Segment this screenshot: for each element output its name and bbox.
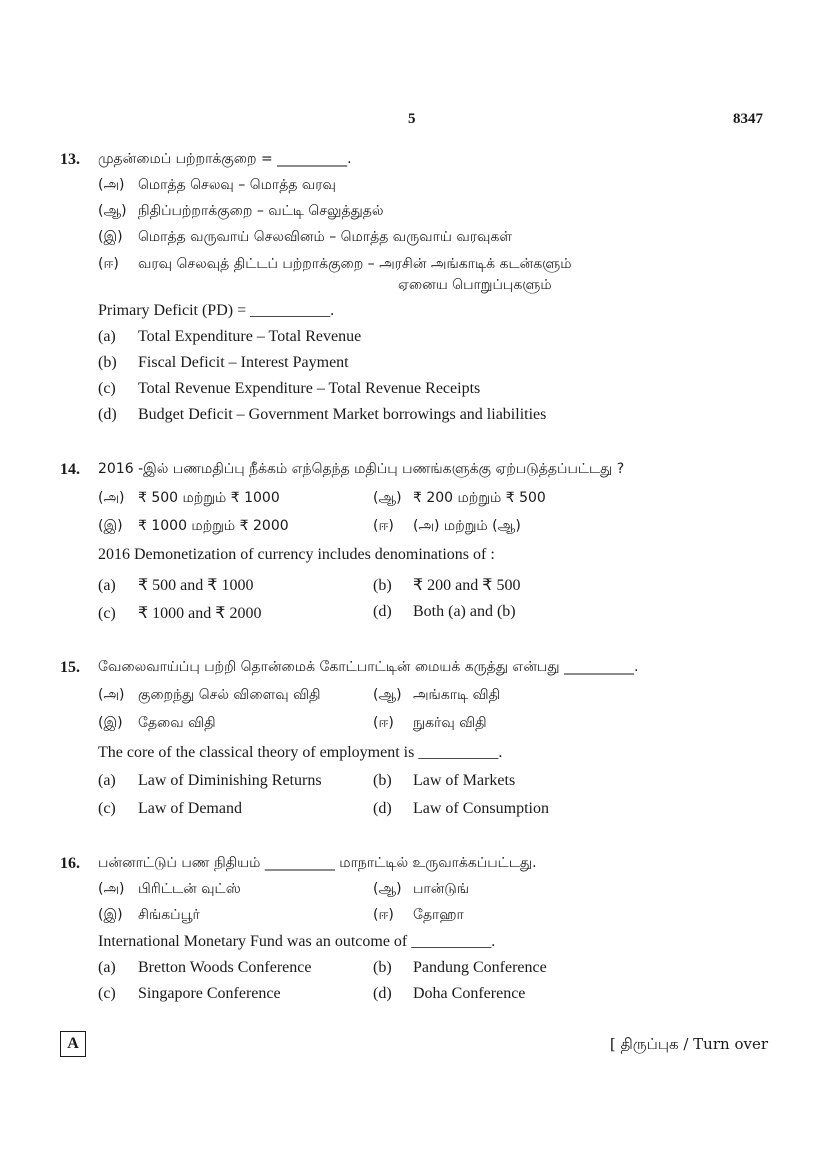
series-box: A	[60, 1031, 86, 1057]
option-tamil	[373, 881, 469, 899]
option-text: Fiscal Deficit – Interest Payment	[138, 354, 349, 371]
option-text: Both (a) and (b)	[413, 603, 516, 620]
question-number: 14.	[60, 461, 80, 478]
option-english	[98, 406, 546, 424]
option-mark: (a)	[98, 577, 116, 594]
option-mark: (d)	[373, 985, 392, 1002]
option-english	[373, 772, 515, 790]
option-mark: (இ)	[98, 907, 123, 923]
question-text-tamil: முதன்மைப் பற்றாக்குறை = __________.	[98, 151, 352, 167]
option-english	[373, 603, 516, 621]
option-mark: (c)	[98, 985, 116, 1002]
option-mark: (b)	[373, 772, 392, 789]
option-text: (அ) மற்றும் (ஆ)	[413, 518, 521, 534]
option-tamil	[98, 177, 336, 195]
option-text: Pandung Conference	[413, 959, 547, 976]
option-text: ₹ 200 மற்றும் ₹ 500	[413, 490, 546, 506]
option-english	[98, 328, 361, 346]
option-english	[373, 575, 520, 595]
option-text: குறைந்து செல் விளைவு விதி	[138, 687, 321, 703]
option-tamil	[98, 907, 200, 925]
question-text-english: Primary Deficit (PD) = __________.	[98, 302, 335, 319]
option-mark: (ஆ)	[98, 203, 127, 219]
option-text: Budget Deficit – Government Market borrowings and liabilities	[138, 406, 547, 423]
option-tamil	[373, 490, 546, 508]
option-text: ₹ 1000 மற்றும் ₹ 2000	[138, 518, 289, 534]
option-tamil	[98, 256, 572, 274]
option-mark: (ஆ)	[373, 490, 402, 506]
option-tamil	[373, 907, 464, 925]
option-mark: (அ)	[98, 490, 125, 506]
option-text: மொத்த செலவு – மொத்த வரவு	[138, 177, 336, 193]
option-text: மொத்த வருவாய் செலவினம் – மொத்த வருவாய் வரவுகள்	[138, 229, 512, 245]
page-number: 5	[408, 111, 416, 127]
option-text: தோஹா	[413, 907, 464, 923]
question-number: 15.	[60, 659, 80, 676]
option-tamil	[98, 715, 216, 733]
option-english	[98, 985, 281, 1003]
question-paper-code: 8347	[733, 111, 763, 127]
option-text: பான்டுங்	[413, 881, 470, 897]
option-tamil	[373, 715, 487, 733]
option-text: நுகர்வு விதி	[413, 715, 487, 731]
option-mark: (d)	[373, 603, 392, 620]
option-tamil	[373, 518, 521, 536]
option-text: Singapore Conference	[138, 985, 281, 1002]
question-text-tamil: வேலைவாய்ப்பு பற்றி தொன்மைக் கோட்பாட்டின் மையக் கருத்து என்பது __________.	[98, 659, 639, 675]
turn-over-note: [ திருப்புக / Turn over	[609, 1035, 768, 1053]
option-mark: (ஆ)	[373, 881, 402, 897]
option-text: அங்காடி விதி	[413, 687, 501, 703]
option-text: Doha Conference	[413, 985, 526, 1002]
question-text-tamil: பன்னாட்டுப் பண நிதியம் __________ மாநாட்டில் உருவாக்கப்பட்டது.	[98, 855, 537, 871]
option-english	[98, 800, 242, 818]
option-text: Bretton Woods Conference	[138, 959, 312, 976]
option-mark: (ஈ)	[373, 907, 394, 923]
option-mark: (a)	[98, 959, 116, 976]
option-text: ₹ 500 மற்றும் ₹ 1000	[138, 490, 280, 506]
option-text: ₹ 1000 and ₹ 2000	[138, 605, 262, 622]
option-text: Law of Consumption	[413, 800, 549, 817]
option-english	[98, 772, 322, 790]
option-mark: (ஈ)	[373, 715, 394, 731]
option-tamil	[98, 687, 321, 705]
question-number: 16.	[60, 855, 80, 872]
option-tamil	[98, 881, 241, 899]
option-mark: (b)	[98, 354, 117, 371]
option-mark: (ஈ)	[373, 518, 394, 534]
option-english	[373, 800, 549, 818]
option-text: Law of Diminishing Returns	[138, 772, 322, 789]
question-text-english: International Monetary Fund was an outcome of __________.	[98, 933, 496, 950]
option-mark: (d)	[373, 800, 392, 817]
option-mark: (b)	[373, 959, 392, 976]
option-mark: (ஆ)	[373, 687, 402, 703]
option-text: பிரிட்டன் வுட்ஸ்	[138, 881, 241, 897]
option-mark: (இ)	[98, 518, 123, 534]
option-english	[98, 959, 311, 977]
question-text-tamil: 2016 -இல் பணமதிப்பு நீக்கம் எந்தெந்த மதிப்பு பணங்களுக்கு ஏற்படுத்தப்பட்டது ?	[98, 461, 625, 477]
option-mark: (அ)	[98, 687, 125, 703]
option-mark: (d)	[98, 406, 117, 423]
question-number: 13.	[60, 151, 80, 168]
option-text: நிதிப்பற்றாக்குறை – வட்டி செலுத்துதல்	[138, 203, 384, 219]
option-tamil	[98, 229, 512, 247]
option-text: ₹ 500 and ₹ 1000	[138, 577, 254, 594]
option-english	[98, 354, 349, 372]
question-text-english: The core of the classical theory of employment is __________.	[98, 744, 503, 761]
option-mark: (அ)	[98, 881, 125, 897]
option-text: தேவை விதி	[138, 715, 216, 731]
option-mark: (a)	[98, 328, 116, 345]
option-mark: (அ)	[98, 177, 125, 193]
option-text: Total Expenditure – Total Revenue	[138, 328, 362, 345]
option-tamil	[98, 203, 383, 221]
option-text: வரவு செலவுத் திட்டப் பற்றாக்குறை – அரசின் அங்காடிக் கடன்களும்	[138, 256, 572, 272]
option-english	[98, 575, 253, 595]
option-text: Law of Demand	[138, 800, 242, 817]
option-mark: (இ)	[98, 715, 123, 731]
option-mark: (இ)	[98, 229, 123, 245]
option-english	[98, 603, 261, 623]
option-mark: (c)	[98, 605, 116, 622]
option-text: சிங்கப்பூர்	[138, 907, 200, 923]
option-mark: (c)	[98, 380, 116, 397]
option-english	[98, 380, 480, 398]
option-tamil-continuation: ஏனைய பொறுப்புகளும்	[398, 277, 552, 293]
option-text: Total Revenue Expenditure – Total Revenue Receipts	[138, 380, 481, 397]
option-text: ₹ 200 and ₹ 500	[413, 577, 521, 594]
question-text-english: 2016 Demonetization of currency includes denominations of :	[98, 546, 495, 563]
option-tamil	[98, 518, 289, 536]
option-mark: (a)	[98, 772, 116, 789]
option-tamil	[98, 490, 280, 508]
option-english	[373, 959, 547, 977]
option-tamil	[373, 687, 500, 705]
option-text: Law of Markets	[413, 772, 516, 789]
option-mark: (ஈ)	[98, 256, 119, 272]
option-english	[373, 985, 525, 1003]
option-mark: (c)	[98, 800, 116, 817]
option-mark: (b)	[373, 577, 392, 594]
